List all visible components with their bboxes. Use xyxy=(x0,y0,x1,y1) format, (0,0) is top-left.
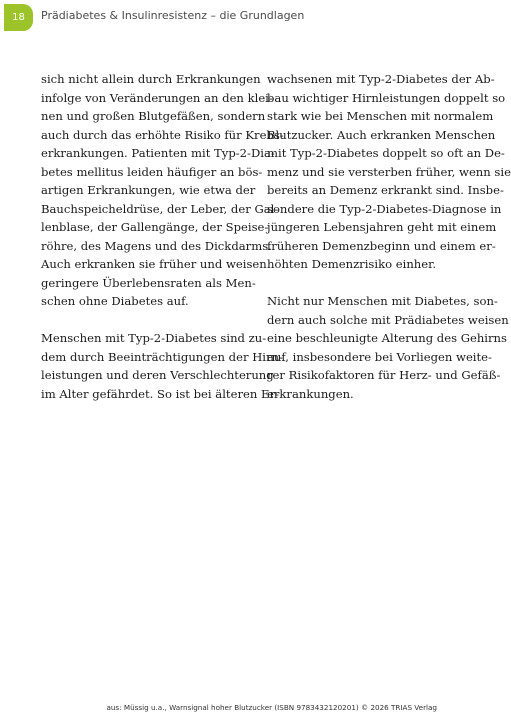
text-line: leistungen und deren Verschlechterung xyxy=(41,368,274,382)
text-line: auf, insbesondere bei Vorliegen weite- xyxy=(267,349,492,364)
paragraph xyxy=(41,329,283,403)
text-line: bereits an Demenz erkrankt sind. Insbe- xyxy=(267,183,504,197)
text-line: artigen Erkrankungen, wie etwa der xyxy=(41,183,256,197)
text-line: Blutzucker. Auch erkranken Menschen xyxy=(267,127,496,142)
text-line: röhre, des Magens und des Dickdarms. xyxy=(41,238,272,253)
running-title: Prädiabetes & Insulinresistenz – die Grundlagen xyxy=(41,9,305,22)
text-line: erkrankungen. Patienten mit Typ-2-Dia- xyxy=(41,146,275,160)
text-line: nen und großen Blutgefäßen, sondern xyxy=(41,109,266,123)
text-line: rer Risikofaktoren für Herz- und Gefäß- xyxy=(267,368,501,382)
footer-citation: aus: Müssig u.a., Warnsignal hoher Blutzucker (ISBN 9783432120201) © 2026 TRIAS Verlag xyxy=(106,703,437,712)
text-line: früheren Demenzbeginn und einem er- xyxy=(267,238,496,253)
text-line: sondere die Typ-2-Diabetes-Diagnose in xyxy=(267,201,502,216)
text-line: dem durch Beeinträchtigungen der Hirn- xyxy=(41,349,283,364)
text-line: erkrankungen. xyxy=(267,386,354,401)
text-line: sich nicht allein durch Erkrankungen xyxy=(41,72,261,86)
text-line: Menschen mit Typ-2-Diabetes sind zu- xyxy=(41,331,267,345)
page-number: 18 xyxy=(4,4,33,31)
text-line: infolge von Veränderungen an den klei- xyxy=(41,90,273,105)
text-line: betes mellitus leiden häufiger an bös- xyxy=(41,164,263,179)
text-line: geringere Überlebensraten als Men- xyxy=(41,275,256,290)
text-line: Bauchspeicheldrüse, der Leber, der Gal- xyxy=(41,201,279,216)
text-line: auch durch das erhöhte Risiko für Krebs- xyxy=(41,127,284,142)
text-line: schen ohne Diabetes auf. xyxy=(41,294,189,308)
paragraph xyxy=(41,70,284,311)
text-line: bau wichtiger Hirnleistungen doppelt so xyxy=(267,90,506,105)
text-line: jüngeren Lebensjahren geht mit einem xyxy=(267,220,497,234)
text-line: Auch erkranken sie früher und weisen xyxy=(41,257,267,271)
text-line: lenblase, der Gallengänge, der Speise- xyxy=(41,220,269,234)
right-column xyxy=(267,70,511,422)
text-line: stark wie bei Menschen mit normalem xyxy=(267,109,494,123)
paragraph xyxy=(267,292,509,403)
text-line: höhten Demenzrisiko einher. xyxy=(267,257,437,271)
text-line: Nicht nur Menschen mit Diabetes, son- xyxy=(267,294,498,308)
text-line: wachsenen mit Typ-2-Diabetes der Ab- xyxy=(267,72,495,86)
text-line: eine beschleunigte Alterung des Gehirns xyxy=(267,331,507,345)
text-line: menz und sie versterben früher, wenn sie xyxy=(267,164,511,179)
text-line: mit Typ-2-Diabetes doppelt so oft an De- xyxy=(267,146,505,160)
page-header xyxy=(0,0,473,34)
paragraph xyxy=(267,70,511,274)
left-column xyxy=(41,70,284,422)
text-line: im Alter gefährdet. So ist bei älteren Er- xyxy=(41,386,279,401)
text-line: dern auch solche mit Prädiabetes weisen xyxy=(267,312,509,327)
